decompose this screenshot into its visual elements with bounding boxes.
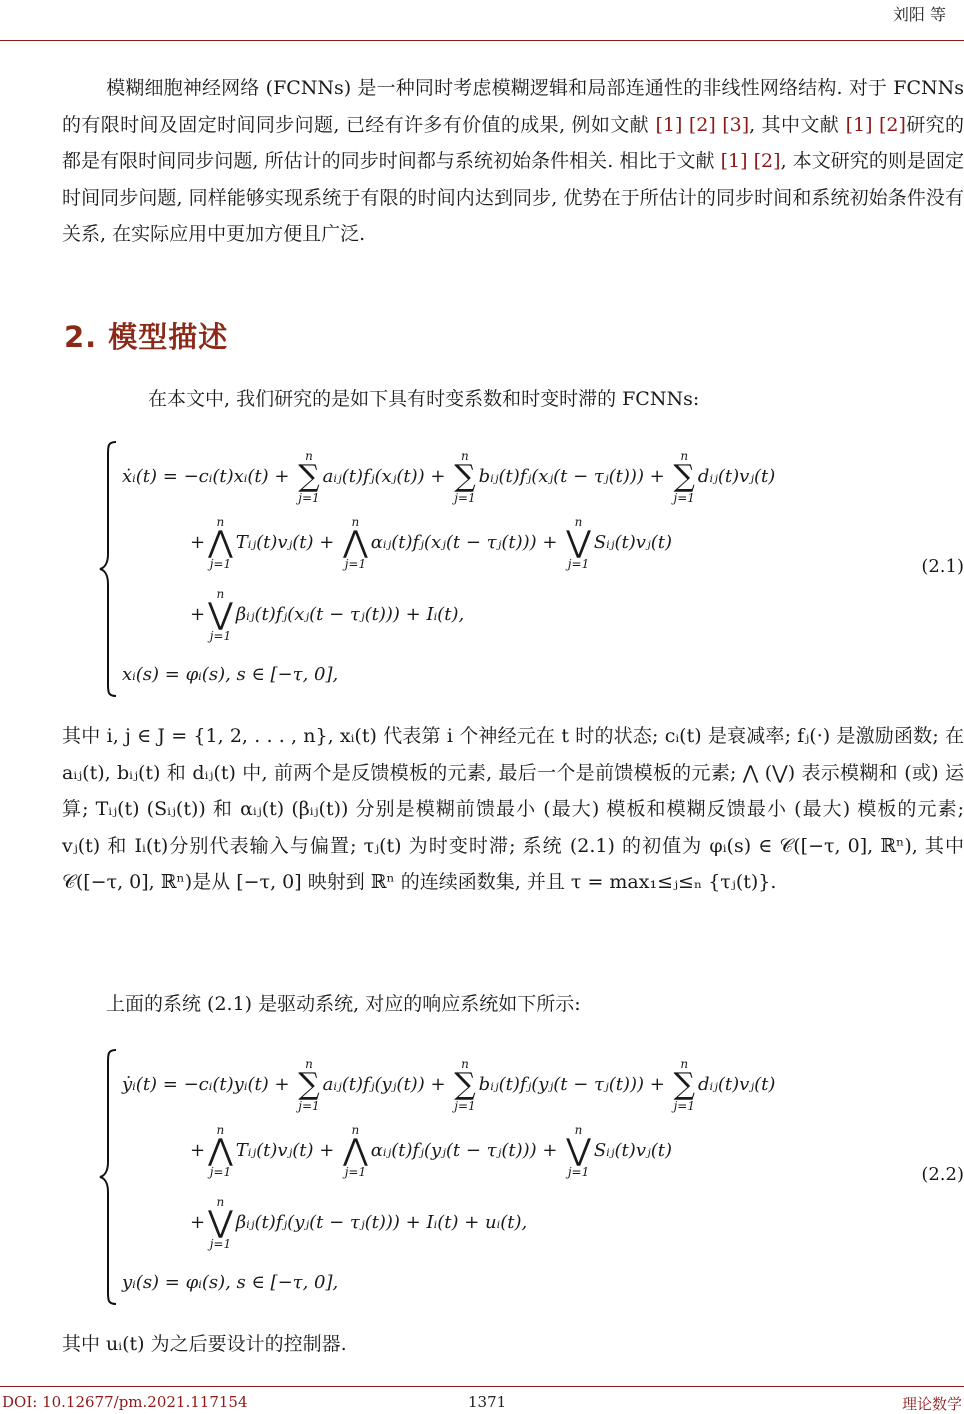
journal-name[interactable]: 理论数学 bbox=[901, 1395, 962, 1413]
response-system-intro: 上面的系统 (2.1) 是驱动系统, 对应的响应系统如下所示: bbox=[106, 993, 581, 1015]
paragraph-text: 研究的都是有限时间同步问题, 所估计的同步时间都与系统初始条件相关. 相比于文献 bbox=[62, 113, 964, 172]
equation-line: + n ⋁ j=1 βᵢⱼ(t)fⱼ(xⱼ(t − τⱼ(t))) + Iᵢ(t), bbox=[190, 587, 465, 643]
equation-2-1 bbox=[98, 438, 964, 700]
fuzzy-and-operator: n ⋀ j=1 bbox=[208, 515, 233, 571]
equation-intro-text: 在本文中, 我们研究的是如下具有时变系数和时变时滞的 FCNNs: bbox=[148, 388, 700, 410]
fuzzy-or-operator: n ⋁ j=1 bbox=[208, 587, 233, 643]
equation-line: + n ⋀ j=1 Tᵢⱼ(t)vⱼ(t) + n ⋀ j=1 αᵢⱼ(t)fⱼ(xⱼ(t − τⱼ(t))) + n ⋁ j=1 Sᵢⱼ(t)vⱼ(t) bbox=[190, 515, 672, 571]
citation-link-1[interactable]: [1] bbox=[845, 113, 873, 136]
fuzzy-or-operator: n ⋁ j=1 bbox=[208, 1195, 233, 1251]
sum-operator: n ∑ j=1 bbox=[673, 1057, 695, 1113]
citation-link-2[interactable]: [2] bbox=[688, 113, 716, 136]
symbol-definition-paragraph: 其中 i, j ∈ J = {1, 2, . . . , n}, xᵢ(t) 代表第 i 个神经元在 t 时的状态; cᵢ(t) 是衰减率; fⱼ(·) 是激励函数; 在 aᵢⱼ(t), bᵢⱼ(t) 和 dᵢⱼ(t) 中, 前两个是反馈模板的元素, 最后一个是前馈模板的元素; ⋀ (⋁) 表示模糊和 (或) 运算; Tᵢⱼ(t) (Sᵢⱼ(t)) 和 αᵢⱼ(t) (βᵢⱼ(t)) 分别是模糊前馈最小 (最大) 模板和模糊反馈最小 (最大) 模板的元素; vⱼ(t) 和 Iᵢ(t)分别代表输入与偏置; τⱼ(t) 为时变时滞; 系统 (2.1) 的初值为 φᵢ(s) ∈ 𝒞([−τ, 0], ℝⁿ), 其中 𝒞([−τ, 0], ℝⁿ)是从 [−τ, 0] 映射到 ℝⁿ 的连续函数集, 并且 τ = max₁≤ⱼ≤ₙ {τⱼ(t)}. bbox=[62, 725, 964, 893]
equation-number: (2.2) bbox=[921, 1164, 964, 1185]
equation-line: yᵢ(s) = φᵢ(s), s ∈ [−τ, 0], bbox=[122, 1272, 339, 1293]
citation-link-1[interactable]: [1] bbox=[655, 113, 683, 136]
equation-line: + n ⋀ j=1 Tᵢⱼ(t)vⱼ(t) + n ⋀ j=1 αᵢⱼ(t)fⱼ(yⱼ(t − τⱼ(t))) + n ⋁ j=1 Sᵢⱼ(t)vⱼ(t) bbox=[190, 1123, 673, 1179]
equation-line: xᵢ(s) = φᵢ(s), s ∈ [−τ, 0], bbox=[122, 664, 339, 685]
citation-link-2[interactable]: [2] bbox=[878, 113, 906, 136]
header-divider bbox=[0, 40, 964, 41]
citation-link-2[interactable]: [2] bbox=[753, 150, 781, 172]
running-header-author: 刘阳 等 bbox=[892, 5, 946, 24]
sum-operator: n ∑ j=1 bbox=[454, 1057, 476, 1113]
fuzzy-or-operator: n ⋁ j=1 bbox=[566, 1123, 591, 1179]
fuzzy-and-operator: n ⋀ j=1 bbox=[343, 1123, 368, 1179]
fuzzy-or-operator: n ⋁ j=1 bbox=[566, 515, 591, 571]
intro-paragraph bbox=[62, 70, 964, 253]
fuzzy-and-operator: n ⋀ j=1 bbox=[208, 1123, 233, 1179]
section-heading: 2. 模型描述 bbox=[64, 320, 229, 354]
sum-operator: n ∑ j=1 bbox=[298, 1057, 320, 1113]
paragraph-text: , 其中文献 bbox=[749, 113, 846, 136]
equation-line: ẋᵢ(t) = −cᵢ(t)xᵢ(t) + n ∑ j=1 aᵢⱼ(t)fⱼ(xⱼ(t)) + n ∑ j=1 bᵢⱼ(t)fⱼ(xⱼ(t − τⱼ(t))) + n ∑ j=1 dᵢⱼ(t)vⱼ(t) bbox=[122, 449, 776, 505]
citation-link-3[interactable]: [3] bbox=[722, 113, 750, 136]
page-number: 1371 bbox=[468, 1393, 507, 1411]
equation-2-2 bbox=[98, 1046, 964, 1308]
controller-note: 其中 uᵢ(t) 为之后要设计的控制器. bbox=[62, 1333, 347, 1355]
doi-link[interactable]: DOI: 10.12677/pm.2021.117154 bbox=[2, 1393, 248, 1411]
equation-line: ẏᵢ(t) = −cᵢ(t)yᵢ(t) + n ∑ j=1 aᵢⱼ(t)fⱼ(yⱼ(t)) + n ∑ j=1 bᵢⱼ(t)fⱼ(yⱼ(t − τⱼ(t))) + n ∑ j=1 dᵢⱼ(t)vⱼ(t) bbox=[122, 1057, 776, 1113]
sum-operator: n ∑ j=1 bbox=[673, 449, 695, 505]
fuzzy-and-operator: n ⋀ j=1 bbox=[343, 515, 368, 571]
footer-divider bbox=[0, 1386, 964, 1387]
paragraph-text: 模糊细胞神经网络 (FCNNs) 是一种同时考虑模糊逻辑和局部连通性的非线性网络结构. 对于 FCNNs 的有限时间及固定时间同步问题, 已经有许多有价值的成果, 例如文献 bbox=[62, 77, 964, 136]
paragraph-text: , 本文研究的则是固定时间同步问题, 同样能够实现系统于有限的时间内达到同步, 优势在于所估计的同步时间和系统初始条件没有关系, 在实际应用中更加方便且广泛. bbox=[62, 150, 964, 245]
citation-link-1[interactable]: [1] bbox=[720, 150, 748, 172]
left-brace-icon bbox=[98, 1046, 120, 1308]
sum-operator: n ∑ j=1 bbox=[298, 449, 320, 505]
sum-operator: n ∑ j=1 bbox=[454, 449, 476, 505]
equation-line: + n ⋁ j=1 βᵢⱼ(t)fⱼ(yⱼ(t − τⱼ(t))) + Iᵢ(t) + uᵢ(t), bbox=[190, 1195, 528, 1251]
equation-number: (2.1) bbox=[921, 556, 964, 577]
left-brace-icon bbox=[98, 438, 120, 700]
